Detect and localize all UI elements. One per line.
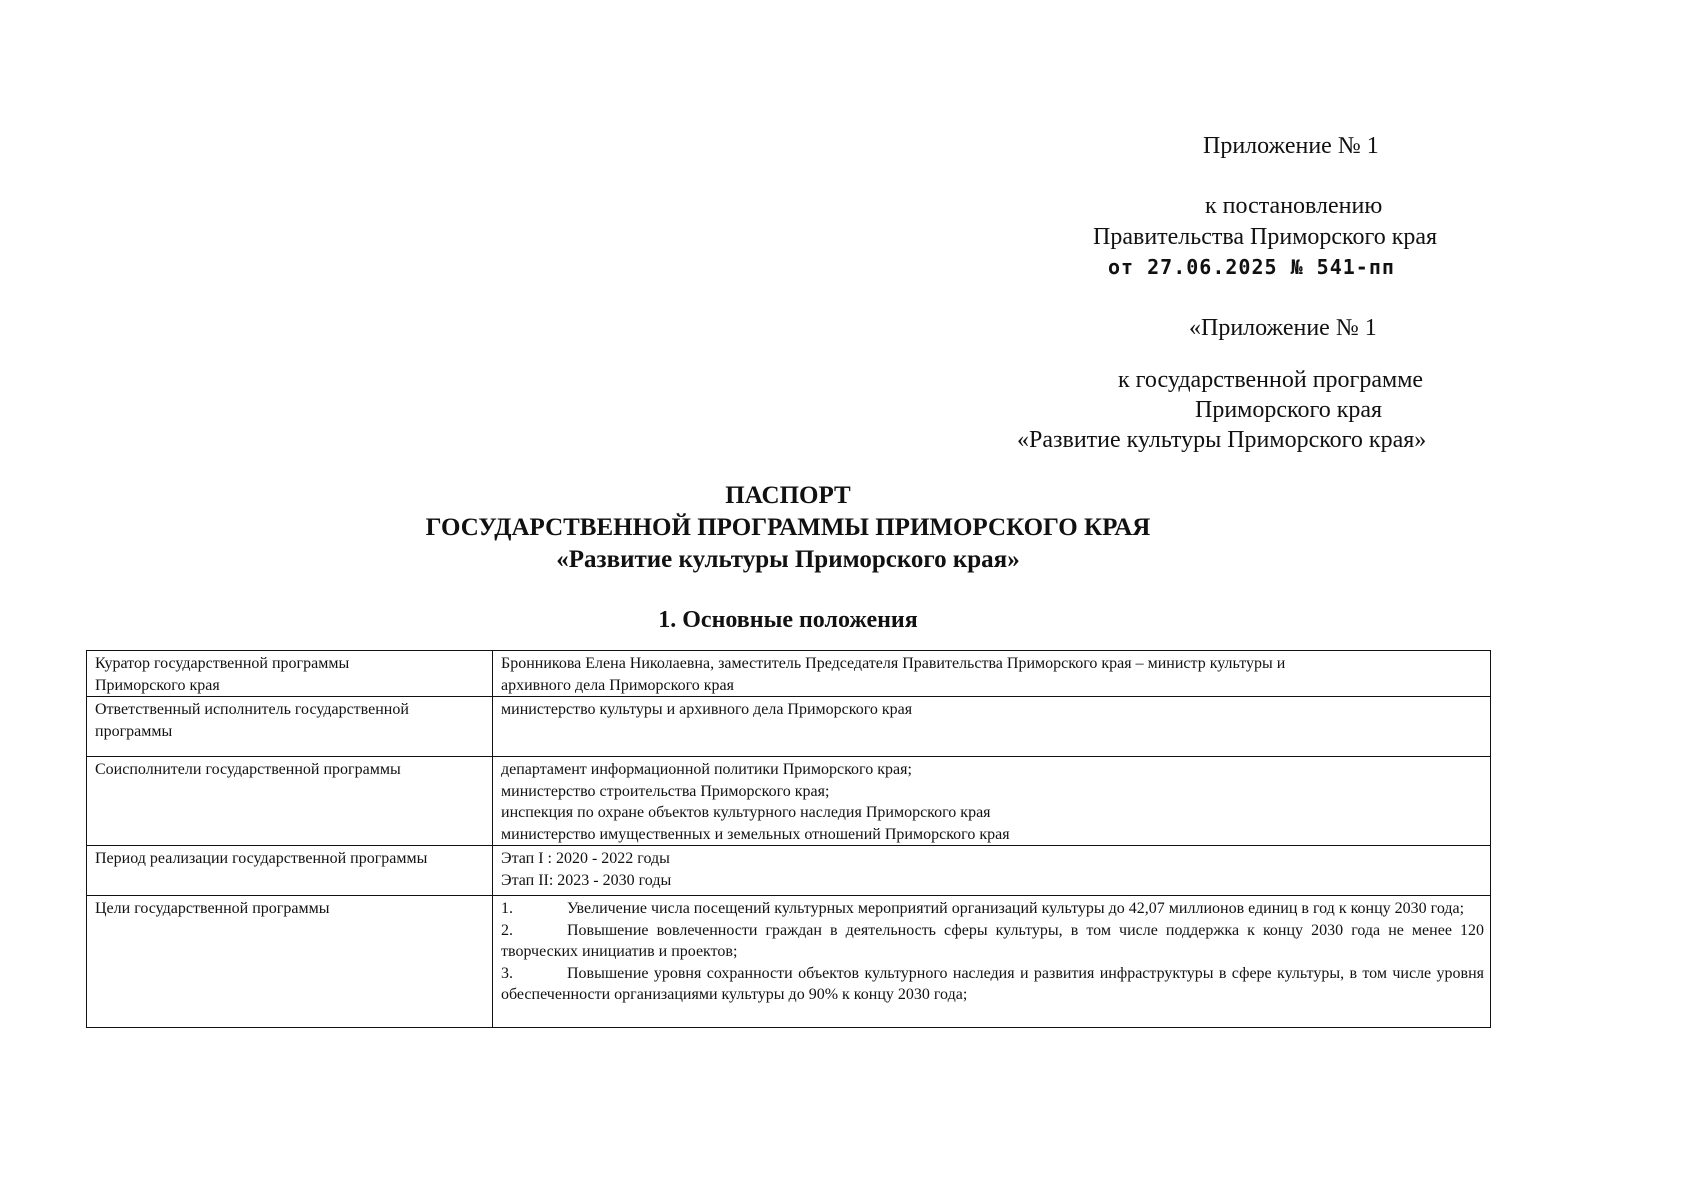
goal-number: 1.: [501, 900, 513, 917]
executor-label-line: программы: [95, 722, 173, 740]
goal-number: 3.: [501, 964, 513, 982]
executor-value-cell: [493, 697, 1491, 757]
program-region-label: Приморского края: [1195, 397, 1383, 423]
passport-table: [86, 650, 1491, 1028]
executor-label-cell: [87, 697, 493, 757]
executor-label-line: Ответственный исполнитель государственной: [95, 701, 409, 718]
appendix-label: Приложение № 1: [1203, 133, 1379, 159]
table-row-co-executors: [87, 757, 1491, 846]
goal-item: [501, 963, 1484, 1006]
goal-item: [501, 898, 1484, 920]
co-executor-item: департамент информационной политики Приморского края;: [501, 761, 912, 778]
goal-text: Увеличение числа посещений культурных мероприятий организаций культуры до 42,07 миллионов единиц в год к концу 2030 года;: [567, 900, 1465, 917]
period-stage: Этап I : 2020 - 2022 годы: [501, 850, 670, 867]
curator-value-cell: [493, 651, 1491, 697]
curator-value-line: архивного дела Приморского края: [501, 676, 734, 694]
title-line-passport: ПАСПОРТ: [725, 482, 851, 509]
title-line-program: ГОСУДАРСТВЕННОЙ ПРОГРАММЫ ПРИМОРСКОГО КРАЯ: [425, 514, 1151, 541]
period-label-cell: [87, 846, 493, 896]
program-to-label: к государственной программе: [1118, 367, 1424, 393]
decree-to-label: к постановлению: [1205, 193, 1383, 219]
co-executor-item: министерство имущественных и земельных отношений Приморского края: [501, 825, 1010, 843]
table-row-goals: [87, 896, 1491, 1028]
section-title: 1. Основные положения: [658, 607, 918, 633]
co-executor-item: инспекция по охране объектов культурного наследия Приморского края: [501, 804, 991, 821]
co-executors-label-cell: [87, 757, 493, 846]
curator-label-cell: [87, 651, 493, 697]
goal-text: Повышение вовлеченности граждан в деятельность сферы культуры, в том числе поддержка к концу 2030 года не менее 120 творческих инициатив и проектов;: [501, 921, 1484, 960]
goals-label: Цели государственной программы: [95, 900, 330, 917]
table-row-period: [87, 846, 1491, 896]
period-value-cell: [493, 846, 1491, 896]
co-executor-item: министерство строительства Приморского края;: [501, 782, 830, 800]
table-row-executor: [87, 697, 1491, 757]
goal-number: 2.: [501, 921, 513, 939]
curator-label-line: Куратор государственной программы: [95, 655, 350, 672]
decree-date-number: от 27.06.2025 № 541-пп: [1108, 255, 1395, 279]
goals-value-cell: [493, 896, 1491, 1028]
goals-label-cell: [87, 896, 493, 1028]
passport-title: [0, 480, 1576, 576]
goal-text: Повышение уровня сохранности объектов культурного наследия и развития инфраструктуры в сфере культуры, в том числе уровня обеспеченности организациями культуры до 90% к концу 2030 года;: [501, 964, 1484, 1003]
period-label: Период реализации государственной программы: [95, 850, 428, 867]
curator-value-line: Бронникова Елена Николаевна, заместитель Председателя Правительства Приморского края – министр культуры и: [501, 655, 1286, 672]
period-stage: Этап II: 2023 - 2030 годы: [501, 871, 672, 889]
table-row-curator: [87, 651, 1491, 697]
goal-item: [501, 920, 1484, 963]
curator-label-line: Приморского края: [95, 676, 220, 694]
co-executors-label: Соисполнители государственной программы: [95, 761, 401, 778]
program-name-label: «Развитие культуры Приморского края»: [1017, 427, 1427, 453]
co-executors-value-cell: [493, 757, 1491, 846]
title-line-name: «Развитие культуры Приморского края»: [556, 546, 1020, 573]
program-appendix-label: «Приложение № 1: [1189, 315, 1377, 341]
decree-government-label: Правительства Приморского края: [1093, 224, 1438, 250]
executor-value: министерство культуры и архивного дела Приморского края: [501, 701, 913, 718]
